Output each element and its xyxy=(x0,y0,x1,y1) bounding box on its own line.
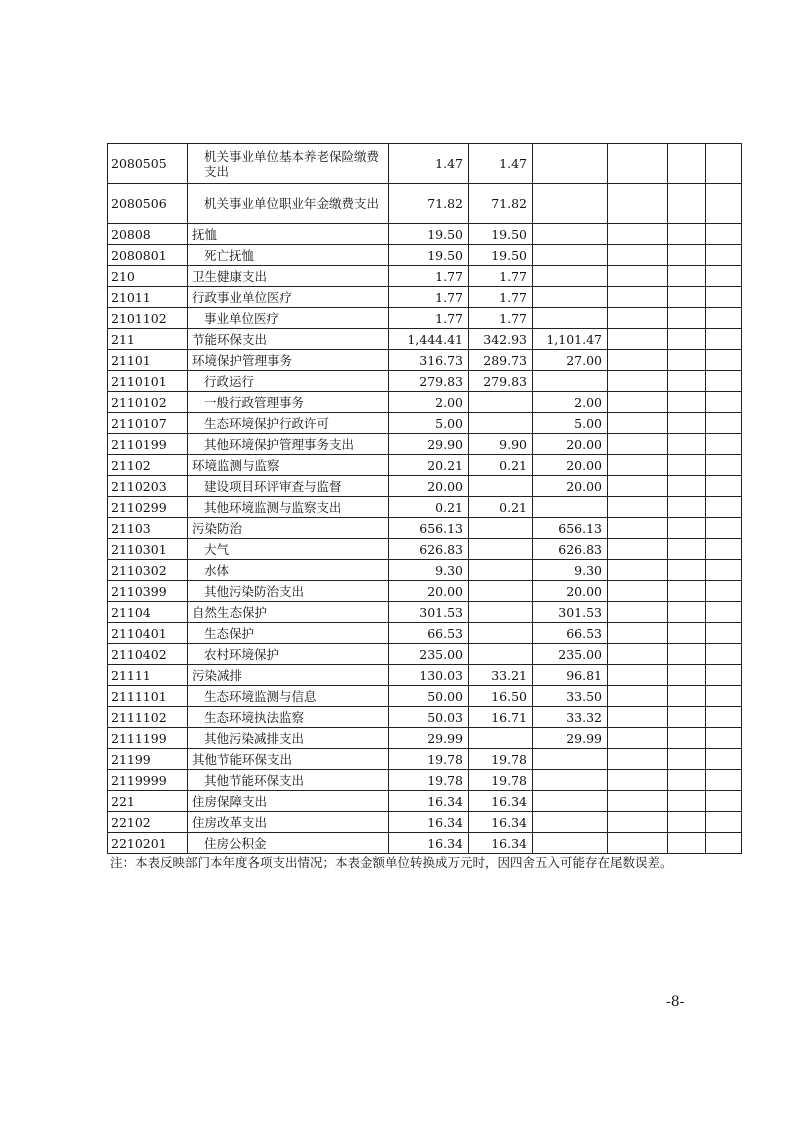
table-row xyxy=(108,770,742,791)
cell-empty xyxy=(668,413,706,434)
cell-empty xyxy=(668,560,706,581)
cell-subject-name: 机关事业单位职业年金缴费支出 xyxy=(188,184,389,224)
cell-subject-name: 死亡抚恤 xyxy=(188,245,389,266)
cell-empty xyxy=(608,476,668,497)
cell-project-expenditure xyxy=(533,371,608,392)
cell-total: 16.34 xyxy=(389,833,469,854)
cell-subject-code: 21199 xyxy=(108,749,188,770)
table-row xyxy=(108,224,742,245)
cell-empty xyxy=(668,350,706,371)
cell-empty xyxy=(668,791,706,812)
cell-total: 5.00 xyxy=(389,413,469,434)
cell-project-expenditure: 5.00 xyxy=(533,413,608,434)
cell-subject-name: 一般行政管理事务 xyxy=(188,392,389,413)
cell-basic-expenditure: 19.50 xyxy=(469,245,533,266)
cell-project-expenditure xyxy=(533,770,608,791)
cell-total: 316.73 xyxy=(389,350,469,371)
cell-project-expenditure xyxy=(533,308,608,329)
cell-basic-expenditure xyxy=(469,602,533,623)
cell-total: 1.77 xyxy=(389,287,469,308)
cell-basic-expenditure: 16.34 xyxy=(469,833,533,854)
cell-empty xyxy=(668,184,706,224)
cell-project-expenditure: 33.32 xyxy=(533,707,608,728)
cell-empty xyxy=(668,644,706,665)
cell-empty xyxy=(706,560,742,581)
cell-subject-name: 其他节能环保支出 xyxy=(188,749,389,770)
table-row xyxy=(108,497,742,518)
cell-total: 9.30 xyxy=(389,560,469,581)
cell-subject-code: 20808 xyxy=(108,224,188,245)
cell-subject-code: 2110199 xyxy=(108,434,188,455)
cell-empty xyxy=(668,392,706,413)
cell-empty xyxy=(608,224,668,245)
cell-empty xyxy=(668,497,706,518)
cell-subject-name: 事业单位医疗 xyxy=(188,308,389,329)
cell-empty xyxy=(706,266,742,287)
cell-project-expenditure xyxy=(533,287,608,308)
cell-basic-expenditure xyxy=(469,392,533,413)
cell-project-expenditure: 626.83 xyxy=(533,539,608,560)
cell-empty xyxy=(608,686,668,707)
cell-total: 20.00 xyxy=(389,581,469,602)
table-row xyxy=(108,539,742,560)
cell-empty xyxy=(706,665,742,686)
cell-project-expenditure: 656.13 xyxy=(533,518,608,539)
cell-empty xyxy=(668,224,706,245)
cell-total: 19.50 xyxy=(389,245,469,266)
cell-basic-expenditure: 16.71 xyxy=(469,707,533,728)
cell-project-expenditure xyxy=(533,791,608,812)
cell-empty xyxy=(668,476,706,497)
cell-total: 20.00 xyxy=(389,476,469,497)
cell-basic-expenditure xyxy=(469,644,533,665)
cell-empty xyxy=(706,539,742,560)
cell-basic-expenditure xyxy=(469,413,533,434)
cell-project-expenditure: 96.81 xyxy=(533,665,608,686)
cell-empty xyxy=(706,686,742,707)
table-row xyxy=(108,184,742,224)
cell-subject-code: 2080506 xyxy=(108,184,188,224)
cell-empty xyxy=(706,224,742,245)
cell-empty xyxy=(668,833,706,854)
cell-empty xyxy=(706,329,742,350)
cell-subject-name: 水体 xyxy=(188,560,389,581)
cell-basic-expenditure: 16.34 xyxy=(469,791,533,812)
table-row xyxy=(108,833,742,854)
cell-empty xyxy=(706,791,742,812)
cell-total: 16.34 xyxy=(389,812,469,833)
cell-empty xyxy=(706,581,742,602)
table-row xyxy=(108,686,742,707)
cell-subject-name: 生态环境执法监察 xyxy=(188,707,389,728)
cell-project-expenditure: 33.50 xyxy=(533,686,608,707)
cell-subject-name: 其他污染减排支出 xyxy=(188,728,389,749)
cell-project-expenditure: 20.00 xyxy=(533,476,608,497)
cell-empty xyxy=(668,329,706,350)
cell-empty xyxy=(706,812,742,833)
cell-basic-expenditure: 16.34 xyxy=(469,812,533,833)
cell-subject-code: 2110402 xyxy=(108,644,188,665)
cell-subject-code: 2119999 xyxy=(108,770,188,791)
cell-project-expenditure: 27.00 xyxy=(533,350,608,371)
table-row xyxy=(108,749,742,770)
cell-subject-name: 抚恤 xyxy=(188,224,389,245)
cell-subject-name: 大气 xyxy=(188,539,389,560)
cell-basic-expenditure: 33.21 xyxy=(469,665,533,686)
cell-basic-expenditure xyxy=(469,476,533,497)
page-number: -8- xyxy=(666,994,685,1010)
cell-project-expenditure: 1,101.47 xyxy=(533,329,608,350)
cell-subject-name: 节能环保支出 xyxy=(188,329,389,350)
cell-subject-name: 生态环境监测与信息 xyxy=(188,686,389,707)
cell-basic-expenditure: 279.83 xyxy=(469,371,533,392)
cell-total: 20.21 xyxy=(389,455,469,476)
cell-total: 130.03 xyxy=(389,665,469,686)
cell-empty xyxy=(608,184,668,224)
cell-total: 1.77 xyxy=(389,308,469,329)
table-row xyxy=(108,581,742,602)
cell-subject-code: 2080505 xyxy=(108,144,188,184)
table-row xyxy=(108,560,742,581)
cell-empty xyxy=(608,833,668,854)
cell-subject-name: 其他环境保护管理事务支出 xyxy=(188,434,389,455)
cell-empty xyxy=(608,539,668,560)
cell-total: 2.00 xyxy=(389,392,469,413)
cell-empty xyxy=(706,184,742,224)
cell-basic-expenditure: 1.77 xyxy=(469,287,533,308)
table-row xyxy=(108,623,742,644)
cell-empty xyxy=(608,144,668,184)
cell-total: 16.34 xyxy=(389,791,469,812)
cell-empty xyxy=(706,392,742,413)
cell-empty xyxy=(706,623,742,644)
cell-empty xyxy=(608,455,668,476)
cell-empty xyxy=(668,287,706,308)
table-row xyxy=(108,434,742,455)
cell-subject-name: 卫生健康支出 xyxy=(188,266,389,287)
cell-subject-name: 住房改革支出 xyxy=(188,812,389,833)
cell-subject-code: 2110203 xyxy=(108,476,188,497)
cell-empty xyxy=(608,560,668,581)
table-row xyxy=(108,455,742,476)
cell-basic-expenditure xyxy=(469,560,533,581)
cell-subject-code: 221 xyxy=(108,791,188,812)
cell-total: 279.83 xyxy=(389,371,469,392)
cell-empty xyxy=(608,623,668,644)
table-body xyxy=(108,144,742,854)
table-row xyxy=(108,812,742,833)
cell-empty xyxy=(706,728,742,749)
cell-empty xyxy=(608,329,668,350)
table-row xyxy=(108,245,742,266)
cell-subject-code: 21011 xyxy=(108,287,188,308)
cell-empty xyxy=(706,371,742,392)
cell-empty xyxy=(706,434,742,455)
cell-empty xyxy=(706,245,742,266)
cell-empty xyxy=(608,434,668,455)
cell-total: 71.82 xyxy=(389,184,469,224)
cell-subject-code: 2110401 xyxy=(108,623,188,644)
cell-project-expenditure: 20.00 xyxy=(533,581,608,602)
cell-subject-name: 其他环境监测与监察支出 xyxy=(188,497,389,518)
table-row xyxy=(108,308,742,329)
cell-basic-expenditure: 1.77 xyxy=(469,308,533,329)
cell-subject-code: 2110107 xyxy=(108,413,188,434)
cell-subject-name: 生态环境保护行政许可 xyxy=(188,413,389,434)
cell-subject-name: 污染防治 xyxy=(188,518,389,539)
cell-basic-expenditure: 289.73 xyxy=(469,350,533,371)
cell-subject-code: 21103 xyxy=(108,518,188,539)
cell-empty xyxy=(668,455,706,476)
cell-empty xyxy=(668,707,706,728)
cell-empty xyxy=(668,518,706,539)
cell-project-expenditure xyxy=(533,184,608,224)
cell-total: 50.03 xyxy=(389,707,469,728)
table-row xyxy=(108,791,742,812)
table-row xyxy=(108,266,742,287)
cell-empty xyxy=(668,581,706,602)
cell-total: 29.90 xyxy=(389,434,469,455)
cell-empty xyxy=(608,392,668,413)
cell-subject-code: 2111102 xyxy=(108,707,188,728)
cell-total: 301.53 xyxy=(389,602,469,623)
cell-empty xyxy=(608,518,668,539)
cell-empty xyxy=(706,144,742,184)
cell-subject-name: 生态保护 xyxy=(188,623,389,644)
cell-project-expenditure xyxy=(533,144,608,184)
cell-total: 19.50 xyxy=(389,224,469,245)
cell-empty xyxy=(608,707,668,728)
cell-empty xyxy=(608,287,668,308)
cell-empty xyxy=(608,812,668,833)
cell-basic-expenditure xyxy=(469,728,533,749)
cell-project-expenditure xyxy=(533,497,608,518)
cell-subject-name: 自然生态保护 xyxy=(188,602,389,623)
cell-empty xyxy=(668,665,706,686)
expenditure-table xyxy=(107,143,742,854)
table-row xyxy=(108,144,742,184)
cell-project-expenditure: 66.53 xyxy=(533,623,608,644)
cell-subject-code: 2110399 xyxy=(108,581,188,602)
cell-total: 1.47 xyxy=(389,144,469,184)
table-row xyxy=(108,728,742,749)
cell-total: 626.83 xyxy=(389,539,469,560)
cell-basic-expenditure xyxy=(469,518,533,539)
cell-total: 19.78 xyxy=(389,770,469,791)
cell-subject-code: 210 xyxy=(108,266,188,287)
cell-empty xyxy=(668,728,706,749)
cell-empty xyxy=(608,770,668,791)
cell-basic-expenditure: 1.47 xyxy=(469,144,533,184)
cell-total: 1,444.41 xyxy=(389,329,469,350)
cell-project-expenditure xyxy=(533,749,608,770)
cell-empty xyxy=(668,812,706,833)
table-row xyxy=(108,665,742,686)
cell-basic-expenditure: 19.50 xyxy=(469,224,533,245)
cell-project-expenditure xyxy=(533,833,608,854)
cell-subject-name: 农村环境保护 xyxy=(188,644,389,665)
cell-empty xyxy=(706,770,742,791)
cell-subject-name: 建设项目环评审查与监督 xyxy=(188,476,389,497)
cell-empty xyxy=(668,770,706,791)
cell-empty xyxy=(706,518,742,539)
cell-empty xyxy=(608,791,668,812)
table-footnote: 注：本表反映部门本年度各项支出情况；本表金额单位转换成万元时，因四舍五入可能存在尾数误差。 xyxy=(110,855,673,870)
cell-subject-name: 机关事业单位基本养老保险缴费支出 xyxy=(188,144,389,184)
cell-subject-code: 2110102 xyxy=(108,392,188,413)
cell-subject-code: 2110299 xyxy=(108,497,188,518)
table-row xyxy=(108,329,742,350)
cell-empty xyxy=(668,686,706,707)
table-row xyxy=(108,707,742,728)
cell-empty xyxy=(706,602,742,623)
cell-project-expenditure: 235.00 xyxy=(533,644,608,665)
cell-project-expenditure: 301.53 xyxy=(533,602,608,623)
cell-subject-code: 2110302 xyxy=(108,560,188,581)
cell-project-expenditure xyxy=(533,245,608,266)
cell-empty xyxy=(668,308,706,329)
cell-basic-expenditure: 342.93 xyxy=(469,329,533,350)
cell-empty xyxy=(706,287,742,308)
cell-subject-name: 其他节能环保支出 xyxy=(188,770,389,791)
cell-subject-code: 2111199 xyxy=(108,728,188,749)
table-row xyxy=(108,518,742,539)
cell-empty xyxy=(608,749,668,770)
cell-subject-code: 2080801 xyxy=(108,245,188,266)
cell-total: 0.21 xyxy=(389,497,469,518)
cell-empty xyxy=(706,308,742,329)
cell-total: 66.53 xyxy=(389,623,469,644)
cell-subject-code: 21101 xyxy=(108,350,188,371)
cell-empty xyxy=(668,144,706,184)
cell-basic-expenditure: 71.82 xyxy=(469,184,533,224)
cell-empty xyxy=(706,644,742,665)
cell-empty xyxy=(668,539,706,560)
cell-empty xyxy=(668,434,706,455)
cell-subject-code: 21111 xyxy=(108,665,188,686)
table-row xyxy=(108,350,742,371)
cell-basic-expenditure: 19.78 xyxy=(469,749,533,770)
cell-empty xyxy=(608,644,668,665)
cell-empty xyxy=(608,413,668,434)
cell-project-expenditure: 20.00 xyxy=(533,434,608,455)
cell-empty xyxy=(706,455,742,476)
cell-total: 656.13 xyxy=(389,518,469,539)
cell-empty xyxy=(608,728,668,749)
cell-total: 19.78 xyxy=(389,749,469,770)
cell-total: 29.99 xyxy=(389,728,469,749)
cell-subject-code: 211 xyxy=(108,329,188,350)
cell-empty xyxy=(668,245,706,266)
cell-empty xyxy=(706,476,742,497)
cell-empty xyxy=(608,350,668,371)
table-row xyxy=(108,287,742,308)
cell-project-expenditure: 9.30 xyxy=(533,560,608,581)
cell-basic-expenditure xyxy=(469,623,533,644)
cell-empty xyxy=(668,623,706,644)
cell-project-expenditure: 29.99 xyxy=(533,728,608,749)
cell-subject-code: 2110301 xyxy=(108,539,188,560)
cell-subject-code: 22102 xyxy=(108,812,188,833)
cell-basic-expenditure xyxy=(469,581,533,602)
table-row xyxy=(108,602,742,623)
cell-subject-code: 2101102 xyxy=(108,308,188,329)
cell-subject-name: 行政运行 xyxy=(188,371,389,392)
cell-empty xyxy=(706,833,742,854)
table-row xyxy=(108,413,742,434)
cell-subject-name: 环境保护管理事务 xyxy=(188,350,389,371)
table-row xyxy=(108,392,742,413)
cell-subject-code: 2210201 xyxy=(108,833,188,854)
cell-basic-expenditure: 19.78 xyxy=(469,770,533,791)
cell-subject-name: 环境监测与监察 xyxy=(188,455,389,476)
cell-total: 1.77 xyxy=(389,266,469,287)
table-row xyxy=(108,371,742,392)
table-row xyxy=(108,476,742,497)
cell-subject-code: 2111101 xyxy=(108,686,188,707)
cell-empty xyxy=(668,749,706,770)
cell-empty xyxy=(608,371,668,392)
cell-subject-name: 住房公积金 xyxy=(188,833,389,854)
cell-project-expenditure xyxy=(533,812,608,833)
cell-empty xyxy=(706,497,742,518)
cell-empty xyxy=(608,266,668,287)
cell-basic-expenditure: 9.90 xyxy=(469,434,533,455)
cell-subject-code: 21104 xyxy=(108,602,188,623)
cell-empty xyxy=(706,749,742,770)
cell-empty xyxy=(608,665,668,686)
cell-empty xyxy=(608,308,668,329)
cell-subject-name: 行政事业单位医疗 xyxy=(188,287,389,308)
cell-basic-expenditure xyxy=(469,539,533,560)
cell-empty xyxy=(668,602,706,623)
cell-subject-code: 21102 xyxy=(108,455,188,476)
cell-project-expenditure: 2.00 xyxy=(533,392,608,413)
cell-empty xyxy=(608,581,668,602)
cell-empty xyxy=(608,602,668,623)
cell-subject-name: 其他污染防治支出 xyxy=(188,581,389,602)
cell-empty xyxy=(668,266,706,287)
cell-empty xyxy=(608,245,668,266)
cell-basic-expenditure: 16.50 xyxy=(469,686,533,707)
cell-subject-name: 住房保障支出 xyxy=(188,791,389,812)
cell-project-expenditure xyxy=(533,266,608,287)
cell-basic-expenditure: 0.21 xyxy=(469,497,533,518)
cell-empty xyxy=(668,371,706,392)
cell-subject-code: 2110101 xyxy=(108,371,188,392)
cell-empty xyxy=(706,350,742,371)
cell-total: 50.00 xyxy=(389,686,469,707)
cell-basic-expenditure: 1.77 xyxy=(469,266,533,287)
cell-basic-expenditure: 0.21 xyxy=(469,455,533,476)
cell-project-expenditure xyxy=(533,224,608,245)
table-row xyxy=(108,644,742,665)
cell-project-expenditure: 20.00 xyxy=(533,455,608,476)
cell-total: 235.00 xyxy=(389,644,469,665)
cell-empty xyxy=(706,413,742,434)
cell-empty xyxy=(706,707,742,728)
cell-empty xyxy=(608,497,668,518)
cell-subject-name: 污染减排 xyxy=(188,665,389,686)
